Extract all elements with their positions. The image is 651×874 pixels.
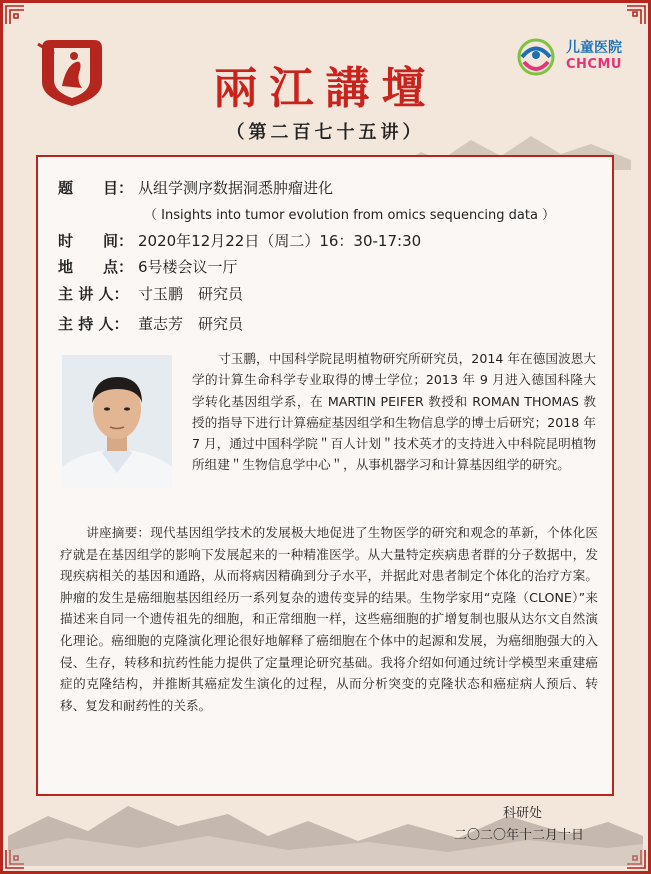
speaker-bio	[192, 348, 596, 476]
field-host-label: 主 持 人：	[58, 315, 129, 333]
lecture-abstract	[60, 522, 598, 716]
speaker-bio-text: 寸玉鹏，中国科学院昆明植物研究所研究员，2014 年在德国波恩大学的计算生命科学专业取得的博士学位；2013 年 9 月进入德国科隆大学转化基因组学系，在 MARTIN PEIFER 教授和 ROMAN THOMAS 教授的指导下进行计算癌症基因组学和生物信息学的博士后研究；2018 年 7 月，通过中国科学院＂百人计划＂技术英才的支持进入中科院昆明植物所组建＂生物信息学中心＂，从事机器学习和计算基因组学的研究。	[192, 351, 596, 473]
field-time	[58, 231, 421, 251]
field-speaker-value: 寸玉鹏 研究员	[138, 285, 244, 303]
field-host-value: 董志芳 研究员	[138, 315, 244, 333]
corner-ornament-top-right	[625, 4, 647, 26]
field-location-value: 6号楼会议一厅	[138, 258, 238, 276]
field-host	[58, 314, 243, 334]
field-topic	[58, 178, 333, 198]
hospital-name-en: CHCMU	[566, 57, 622, 72]
footer-department: 科研处	[503, 806, 543, 821]
field-speaker	[58, 284, 243, 304]
speaker-photo	[62, 355, 172, 488]
field-location	[58, 257, 238, 277]
field-location-label: 地 点：	[58, 258, 134, 276]
corner-ornament-top-left	[4, 4, 26, 26]
lecture-abstract-text: 讲座摘要：现代基因组学技术的发展极大地促进了生物医学的研究和观念的革新，个体化医疗就是在基因组学的影响下发展起来的一种精准医学。从大量特定疾病患者群的分子数据中，发现疾病相关的基因和通路，从而将病因精确到分子水平，并据此对患者制定个体化的治疗方案。肿瘤的发生是癌细胞基因组经历一系列复杂的遗传变异的结果。生物学家用“克隆（CLONE）”来描述来自同一个遗传祖先的细胞，和正常细胞一样，这些癌细胞的扩增复制也服从达尔文自然演化理论。癌细胞的克隆演化理论很好地解释了癌细胞在个体中的起源和发展，为癌细胞强大的入侵、生存，转移和抗药性能力提供了定量理论研究基础。我将介绍如何通过统计学模型来重建癌症的克隆结构，并推断其癌症发生演化的过程，从而分析突变的克隆状态和癌症病人预后、转移、复发和耐药性的关系。	[60, 525, 598, 713]
page-title: 兩江講壇	[213, 63, 438, 114]
field-time-value: 2020年12月22日（周二）16：30-17:30	[138, 232, 422, 250]
lecture-number: （第二百七十五讲）	[226, 122, 425, 143]
field-speaker-label: 主 讲 人：	[58, 285, 129, 303]
footer-date: 二〇二〇年十二月十日	[454, 828, 585, 843]
field-topic-value: 从组学测序数据洞悉肿瘤进化	[138, 179, 334, 197]
hospital-name-cn: 儿童医院	[566, 40, 622, 56]
field-topic-label: 题 目：	[58, 179, 134, 197]
topic-english-title: （ Insights into tumor evolution from omics sequencing data ）	[144, 208, 556, 223]
field-time-label: 时 间：	[58, 232, 134, 250]
